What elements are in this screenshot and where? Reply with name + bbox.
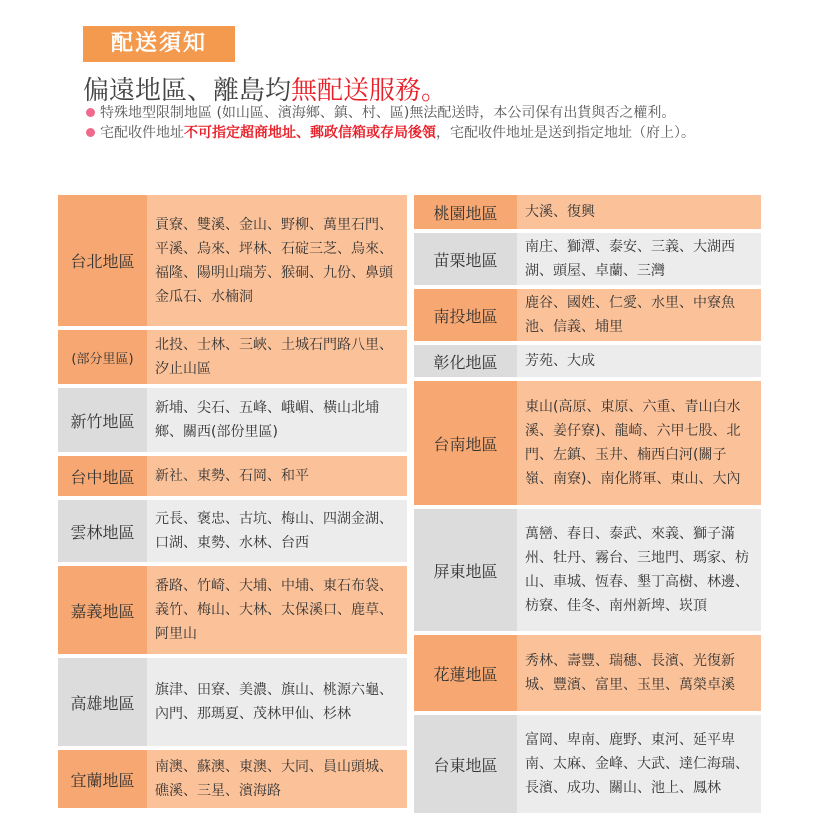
region-areas: 富岡、卑南、鹿野、東河、延平卑南、太麻、金峰、大武、達仁海瑞、長濱、成功、關山、池上、鳳林	[517, 715, 761, 813]
right-region-table	[414, 195, 761, 813]
region-name: 彰化地區	[414, 345, 517, 377]
region-areas: 新埔、尖石、五峰、峨嵋、橫山北埔鄉、關西(部份里區)	[147, 388, 407, 452]
page-title	[83, 70, 447, 107]
region-areas: 貢寮、雙溪、金山、野柳、萬里石門、平溪、烏來、坪林、石碇三芝、烏來、福隆、陽明山瑞芳、猴硐、九份、鼻頭金瓜石、水楠洞	[147, 195, 407, 326]
region-name: 高雄地區	[58, 658, 147, 746]
region-areas: 南澳、蘇澳、東澳、大同、員山頭城、礁溪、三星、濱海路	[147, 750, 407, 808]
region-name: 苗栗地區	[414, 233, 517, 285]
bullet-dot-icon	[86, 108, 95, 117]
table-row	[414, 381, 761, 505]
region-areas: 南庄、獅潭、泰安、三義、大湖西湖、頭屋、卓蘭、三灣	[517, 233, 761, 285]
table-row	[414, 509, 761, 631]
region-areas: 旗津、田寮、美濃、旗山、桃源六龜、內門、那瑪夏、茂林甲仙、杉林	[147, 658, 407, 746]
region-name: (部分里區)	[58, 330, 147, 384]
title-prefix: 偏遠地區、離島均	[83, 76, 292, 106]
table-row	[414, 715, 761, 813]
notes-list	[86, 104, 756, 144]
title-emphasis: 無配送服務。	[291, 76, 448, 106]
table-row	[58, 195, 407, 326]
region-areas: 芳苑、大成	[517, 345, 761, 377]
region-areas: 新社、東勢、石岡、和平	[147, 456, 407, 496]
region-name: 宜蘭地區	[58, 750, 147, 808]
table-row	[58, 566, 407, 654]
table-row	[414, 195, 761, 229]
region-name: 南投地區	[414, 289, 517, 341]
region-name: 台東地區	[414, 715, 517, 813]
region-name: 屏東地區	[414, 509, 517, 631]
region-areas: 萬巒、春日、泰武、來義、獅子滿州、牡丹、霧台、三地門、瑪家、枋山、車城、恆春、墾丁高樹、林邊、枋寮、佳冬、南州新埤、崁頂	[517, 509, 761, 631]
region-name: 台南地區	[414, 381, 517, 505]
region-name: 台中地區	[58, 456, 147, 496]
table-row	[414, 635, 761, 711]
table-row	[58, 388, 407, 452]
section-tag: 配送須知	[83, 26, 235, 62]
region-name: 桃園地區	[414, 195, 517, 229]
region-areas: 鹿谷、國姓、仁愛、水里、中寮魚池、信義、埔里	[517, 289, 761, 341]
note-item	[86, 104, 756, 122]
region-areas: 大溪、復興	[517, 195, 761, 229]
region-name: 雲林地區	[58, 500, 147, 562]
region-areas: 北投、士林、三峽、土城石門路八里、汐止山區	[147, 330, 407, 384]
region-areas: 秀林、壽豐、瑞穗、長濱、光復新城、豐濱、富里、玉里、萬榮卓溪	[517, 635, 761, 711]
table-row	[58, 330, 407, 384]
table-row	[414, 233, 761, 285]
table-row	[58, 750, 407, 808]
region-name: 新竹地區	[58, 388, 147, 452]
region-name: 花蓮地區	[414, 635, 517, 711]
note-text: 特殊地型限制地區 (如山區、濱海鄉、鎮、村、區)無法配送時，本公司保有出貨與否之權利。	[100, 105, 676, 121]
region-areas: 東山(高原、東原、六重、青山白水溪、姜仔寮)、龍崎、六甲七股、北門、左鎮、玉井、楠西白河(關子嶺、南寮)、南化將軍、東山、大內	[517, 381, 761, 505]
region-name: 嘉義地區	[58, 566, 147, 654]
region-areas: 番路、竹崎、大埔、中埔、東石布袋、義竹、梅山、大林、太保溪口、鹿草、阿里山	[147, 566, 407, 654]
table-row	[414, 345, 761, 377]
table-row	[58, 456, 407, 496]
left-region-table	[58, 195, 407, 808]
table-row	[58, 658, 407, 746]
note-text-post: ，宅配收件地址是送到指定地址（府上）。	[436, 125, 695, 141]
note-text-pre: 宅配收件地址	[100, 125, 184, 141]
bullet-dot-icon	[86, 128, 95, 137]
table-row	[414, 289, 761, 341]
note-text-warning: 不可指定超商地址、郵政信箱或存局後領	[184, 125, 436, 141]
note-item	[86, 124, 756, 142]
region-name: 台北地區	[58, 195, 147, 326]
table-row	[58, 500, 407, 562]
region-areas: 元長、褒忠、古坑、梅山、四湖金湖、口湖、東勢、水林、台西	[147, 500, 407, 562]
